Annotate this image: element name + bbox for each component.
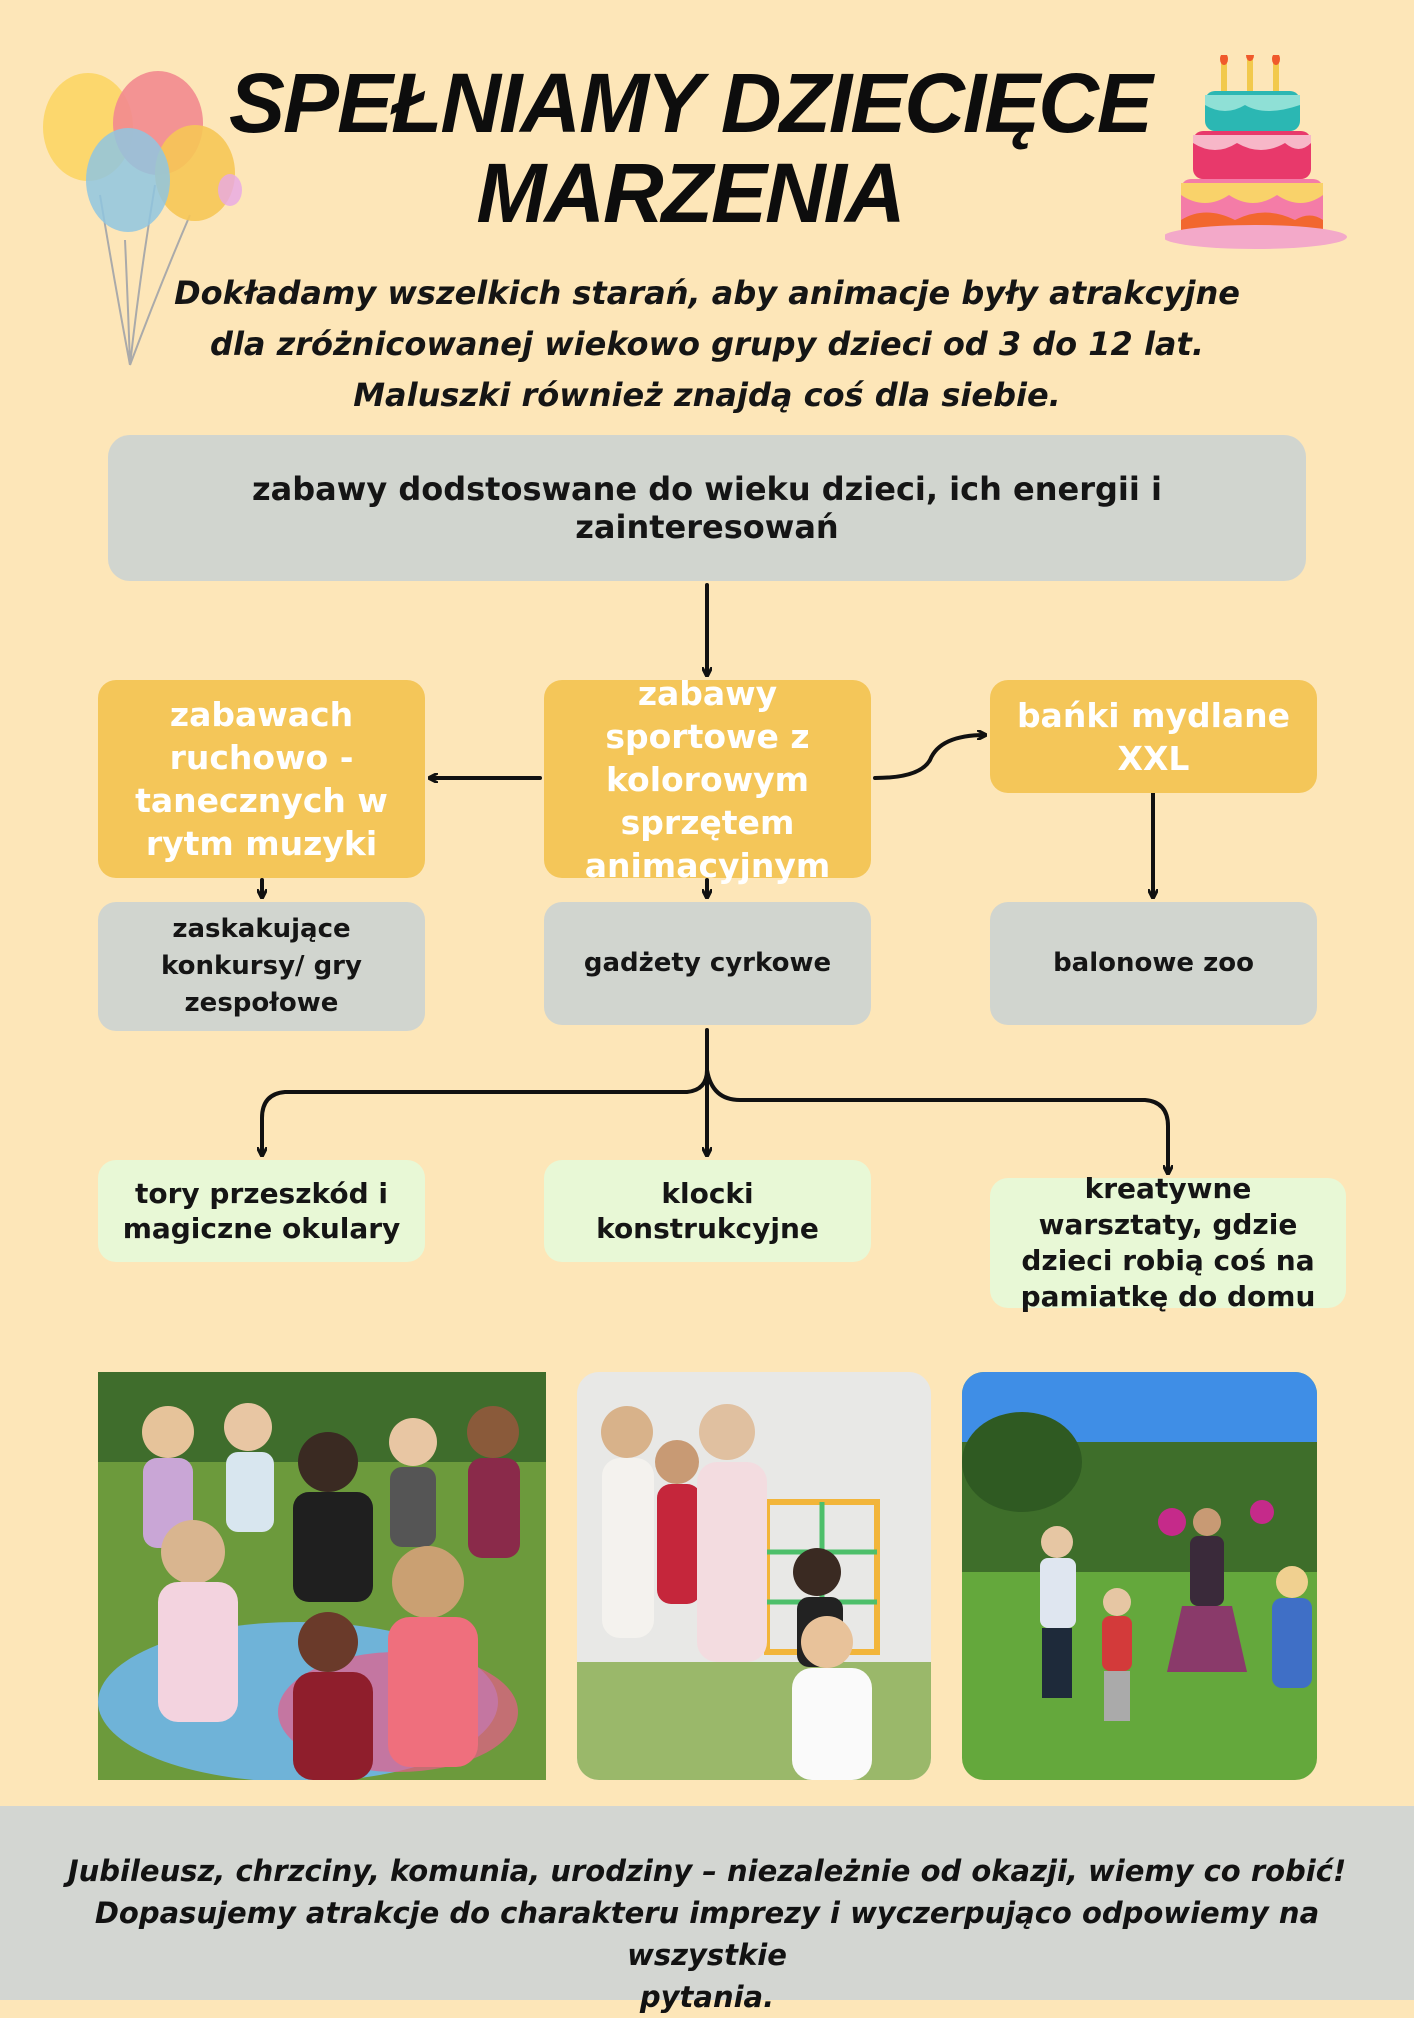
title-line-1: SPEŁNIAMY DZIECIĘCE (229, 56, 1151, 150)
gray-box-balloon-zoo (990, 902, 1317, 1025)
subtitle-line-2: dla zróżnicowanej wiekowo grupy dzieci od 3 do 12 lat. (210, 325, 1204, 363)
main-topic-text: zabawy dodstoswane do wieku dzieci, ich energii i zainteresowań (252, 470, 1162, 546)
gray-box-contests-text: zaskakujące konkursy/ gry zespołowe (161, 914, 362, 1018)
subtitle-line-1: Dokładamy wszelkich starań, aby animacje były atrakcyjne (174, 274, 1240, 312)
gray-box-circus-text: gadżety cyrkowe (583, 948, 832, 978)
title-line-2: MARZENIA (476, 146, 904, 240)
green-box-obstacles-text: tory przeszkód i magiczne okulary (122, 1177, 401, 1245)
footer-text (30, 1850, 1384, 2018)
footer-line-1: Jubileusz, chrzciny, komunia, urodziny – niezależnie od okazji, wiemy co robić! (67, 1854, 1347, 1888)
green-box-blocks-text: klocki konstrukcyjne (596, 1177, 819, 1245)
green-box-workshops (990, 1172, 1346, 1313)
footer-line-3: pytania. (639, 1980, 775, 2014)
gray-box-circus (544, 902, 871, 1025)
subtitle-line-3: Maluszki również znajdą coś dla siebie. (353, 376, 1061, 414)
main-topic-box (108, 435, 1306, 581)
orange-box-bubbles (990, 680, 1317, 793)
green-box-blocks (544, 1160, 871, 1262)
photo-children-building-blocks (577, 1372, 931, 1780)
photo-children-on-grass (98, 1372, 546, 1780)
orange-box-sport-text: zabawy sportowe z kolorowym sprzętem animacyjnym (584, 673, 831, 885)
orange-box-dance (98, 680, 425, 878)
gray-box-contests (98, 902, 425, 1031)
arrow-center-to-right (875, 735, 985, 778)
arrow-branch-right (707, 1070, 1168, 1173)
footer-line-2: Dopasujemy atrakcje do charakteru imprezy i wyczerpująco odpowiemy na wszystkie (94, 1896, 1320, 1972)
orange-box-bubbles-text: bańki mydlane XXL (1016, 695, 1291, 778)
gray-box-balloon-zoo-text: balonowe zoo (1053, 948, 1254, 978)
orange-box-dance-text: zabawach ruchowo - tanecznych w rytm muzyki (135, 695, 388, 863)
green-box-obstacles (98, 1160, 425, 1262)
arrow-branch-left (262, 1030, 707, 1155)
orange-box-sport (544, 673, 871, 885)
green-box-workshops-text: kreatywne warsztaty, gdzie dzieci robią coś na pamiatkę do domu (1020, 1172, 1316, 1313)
photo-children-dancing-outdoors (962, 1372, 1317, 1780)
